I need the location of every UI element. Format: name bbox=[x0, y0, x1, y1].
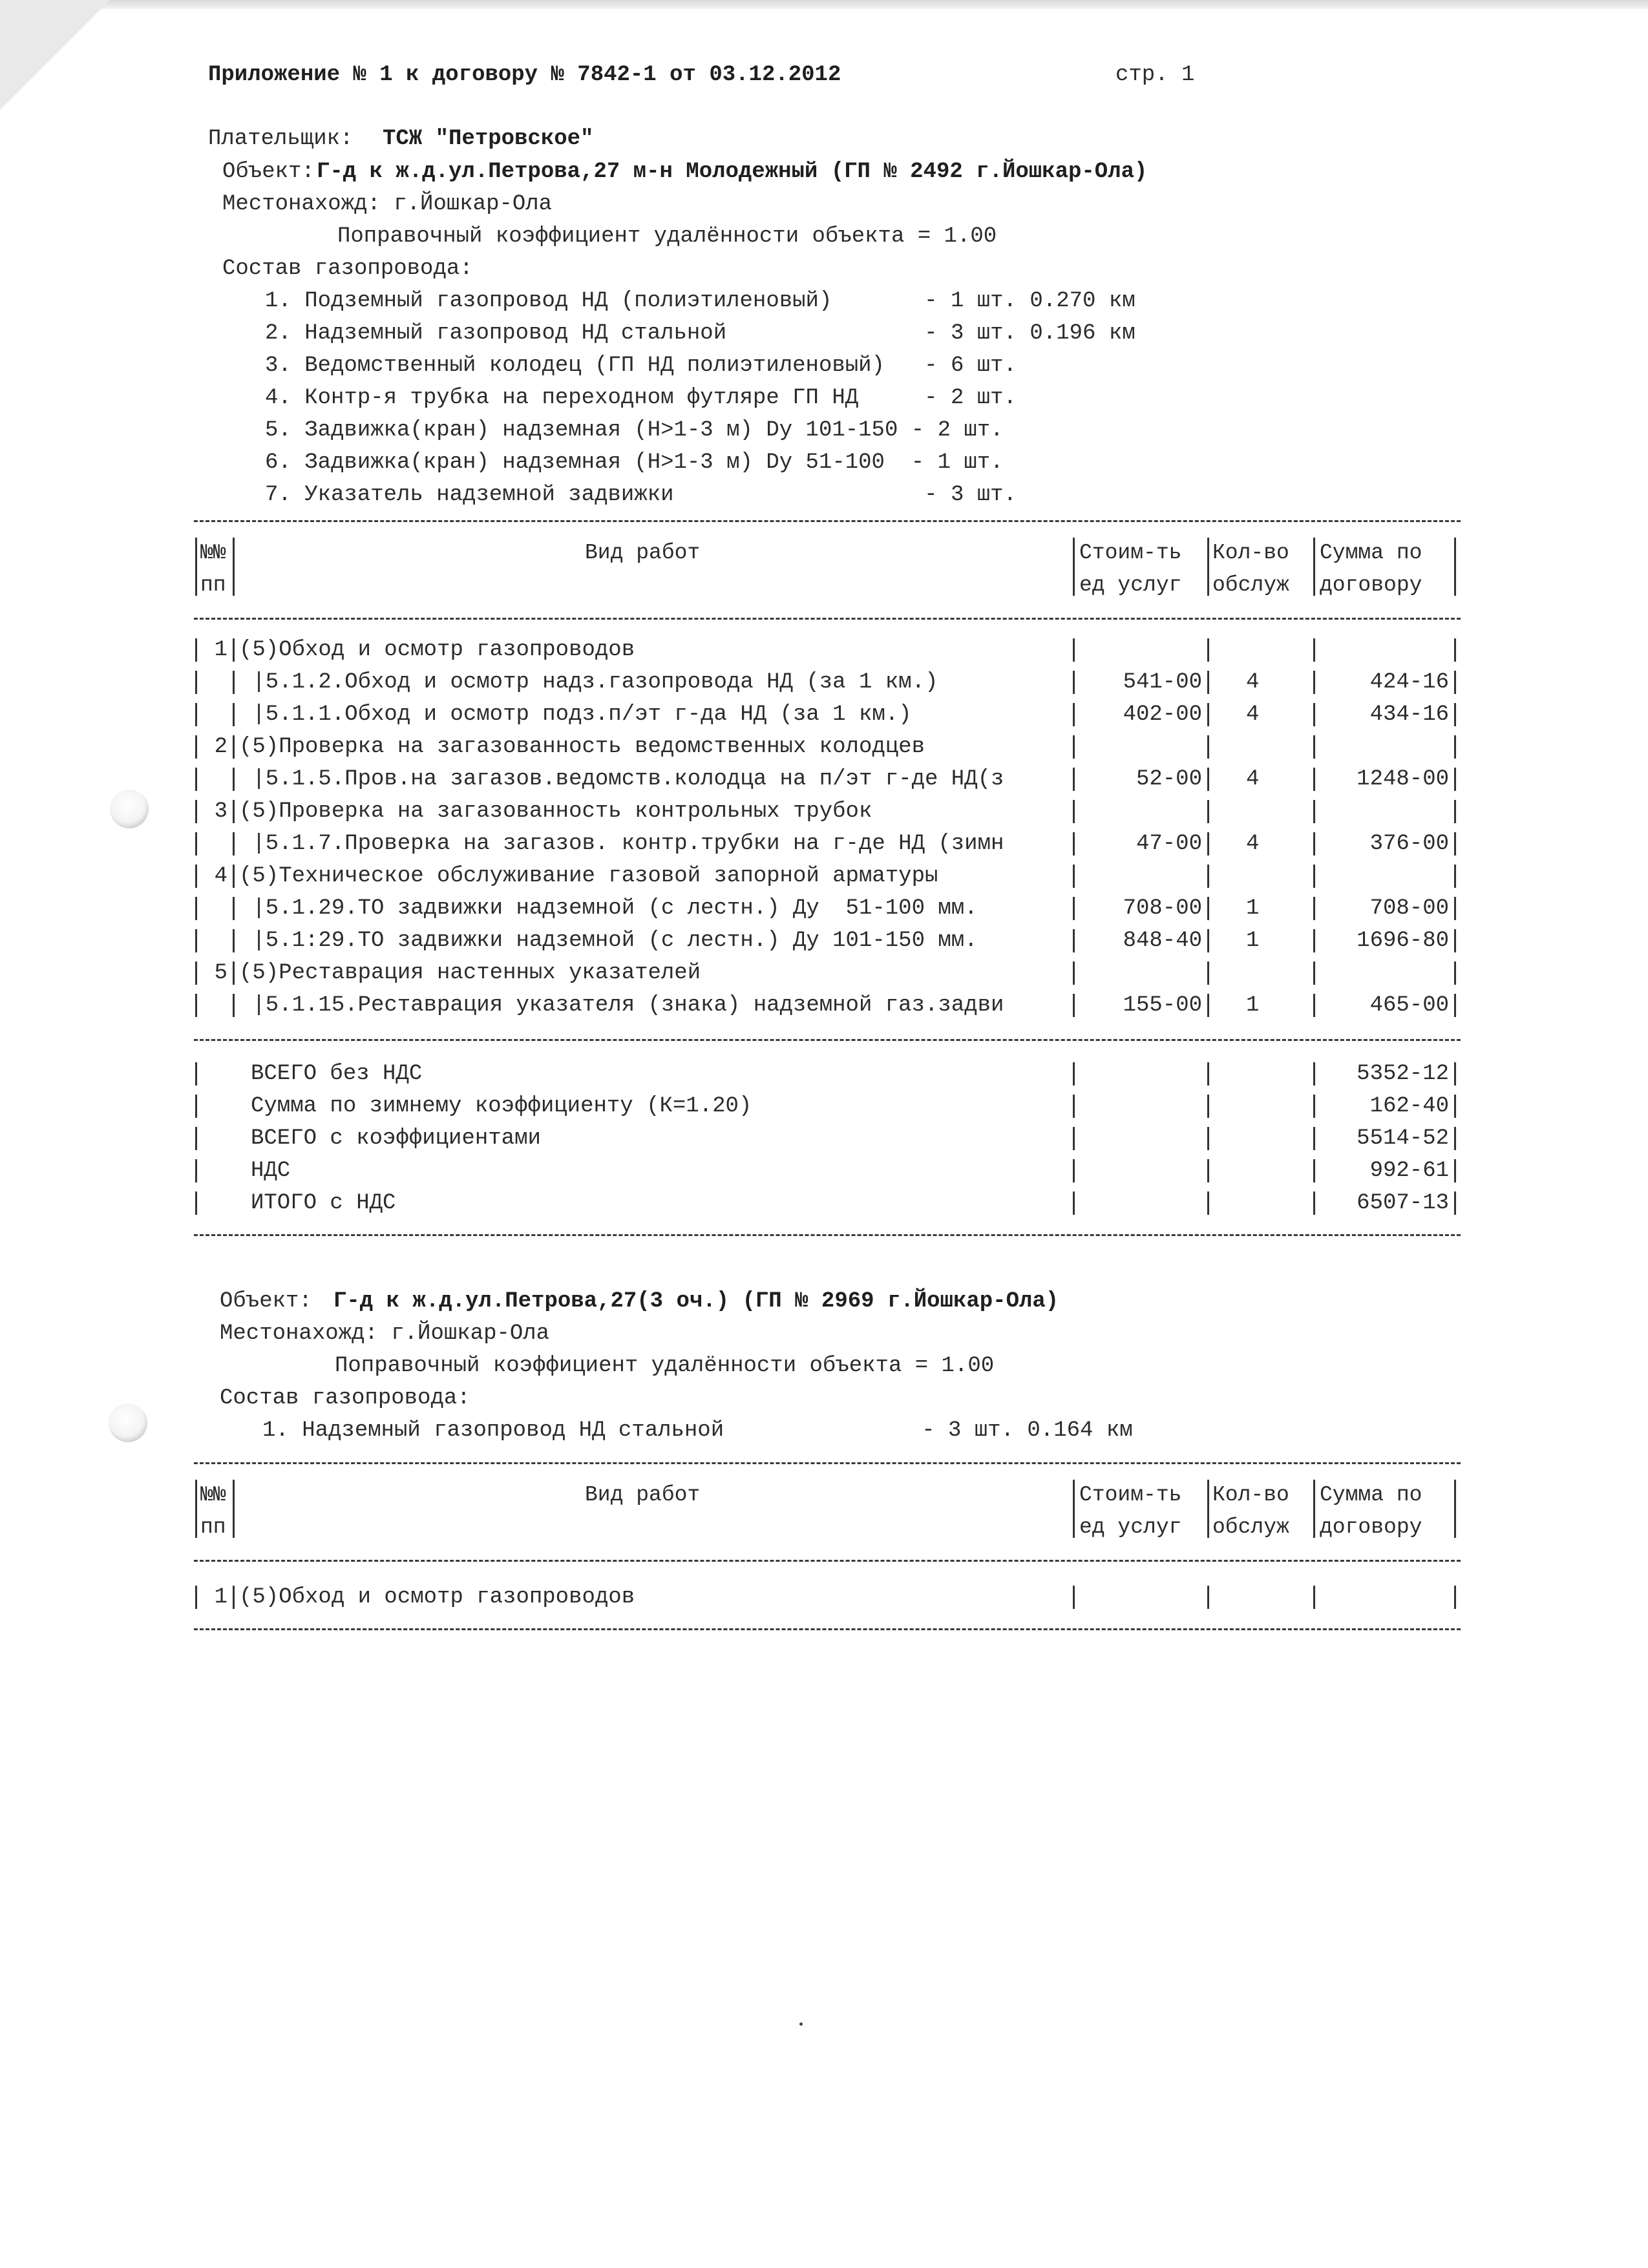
table-border bbox=[195, 538, 197, 596]
table-border bbox=[1313, 538, 1315, 596]
table-border bbox=[1454, 1192, 1456, 1215]
table-border bbox=[1073, 735, 1075, 759]
total-sum: 5514-52 bbox=[1357, 1126, 1449, 1151]
table-border bbox=[195, 961, 197, 985]
table-border bbox=[233, 538, 235, 596]
total-sum: 5352-12 bbox=[1357, 1062, 1449, 1086]
table-border bbox=[195, 1586, 197, 1609]
table-border bbox=[1073, 1586, 1075, 1609]
table-border bbox=[1073, 1480, 1075, 1538]
table-border bbox=[195, 865, 197, 888]
table-border bbox=[195, 638, 197, 662]
table-border bbox=[195, 1480, 197, 1538]
table-border bbox=[195, 1159, 197, 1182]
table-border bbox=[1454, 1095, 1456, 1118]
row-work: (5)Обход и осмотр газопроводов bbox=[239, 1585, 635, 1610]
column-header-num: №№ bbox=[200, 1483, 226, 1507]
row-work: (5)Проверка на загазованность контрольных трубок bbox=[239, 799, 872, 824]
column-header-cost: ед услуг bbox=[1079, 1515, 1182, 1539]
document-title: Приложение № 1 к договору № 7842-1 от 03.12.2012 bbox=[208, 63, 841, 87]
table-border bbox=[195, 800, 197, 823]
column-header-qty: обслуж bbox=[1212, 1515, 1289, 1539]
row-quantity: 1 bbox=[1246, 896, 1260, 921]
table-border bbox=[1207, 1127, 1209, 1150]
composition-item: 2. Надземный газопровод НД стальной - 3 шт. 0.196 км bbox=[265, 321, 1136, 346]
row-sum: 424-16 bbox=[1369, 670, 1449, 695]
table-border bbox=[1207, 1480, 1209, 1538]
table-border bbox=[1073, 1095, 1075, 1118]
table-border bbox=[195, 671, 197, 694]
table-border bbox=[1073, 865, 1075, 888]
table-border bbox=[1454, 735, 1456, 759]
table-border bbox=[1207, 994, 1209, 1017]
table-border bbox=[1454, 1062, 1456, 1086]
table-border bbox=[1207, 1159, 1209, 1182]
total-sum: 6507-13 bbox=[1357, 1191, 1449, 1215]
column-header-cost: Стоим-ть bbox=[1079, 541, 1182, 565]
table-border bbox=[1207, 735, 1209, 759]
row-number: 4 bbox=[214, 864, 227, 888]
column-header-sum: договору bbox=[1320, 1515, 1422, 1539]
composition-item: 4. Контр-я трубка на переходном футляре ГП НД - 2 шт. bbox=[265, 386, 1017, 410]
row-sum: 708-00 bbox=[1369, 896, 1449, 921]
table-border bbox=[233, 768, 235, 791]
table-border bbox=[233, 703, 235, 726]
table-border bbox=[1454, 961, 1456, 985]
row-work: (5)Техническое обслуживание газовой запорной арматуры bbox=[239, 864, 938, 888]
table-border bbox=[1073, 638, 1075, 662]
table-border bbox=[1313, 865, 1315, 888]
row-quantity: 1 bbox=[1246, 993, 1260, 1018]
table-border bbox=[233, 929, 235, 952]
row-number: 2 bbox=[214, 735, 227, 759]
table-border bbox=[1207, 1192, 1209, 1215]
object1-coefficient: Поправочный коэффициент удалённости объекта = 1.00 bbox=[337, 224, 997, 249]
object1-label: Объект: bbox=[222, 160, 315, 184]
table-border bbox=[1313, 638, 1315, 662]
table-border bbox=[1207, 800, 1209, 823]
table-border bbox=[1454, 1586, 1456, 1609]
row-quantity: 4 bbox=[1246, 702, 1260, 727]
table-border bbox=[1207, 768, 1209, 791]
folded-corner bbox=[0, 0, 110, 110]
row-unit-cost: 541-00 bbox=[1123, 670, 1202, 695]
row-sum: 434-16 bbox=[1369, 702, 1449, 727]
row-number: 1 bbox=[214, 1585, 227, 1610]
table-border bbox=[1207, 1095, 1209, 1118]
paper-top-edge bbox=[0, 0, 1648, 9]
row-work: (5)Обход и осмотр газопроводов bbox=[239, 638, 635, 662]
row-quantity: 4 bbox=[1246, 767, 1260, 792]
table-border bbox=[1454, 897, 1456, 920]
table-border bbox=[1454, 768, 1456, 791]
row-work: |5.1.7.Проверка на загазов. контр.трубки на г-де НД (зимн bbox=[239, 832, 1004, 856]
column-header-cost: ед услуг bbox=[1079, 573, 1182, 597]
total-label: ВСЕГО без НДС bbox=[251, 1062, 423, 1086]
row-number: 5 bbox=[214, 961, 227, 985]
table-border bbox=[233, 961, 235, 985]
row-unit-cost: 848-40 bbox=[1123, 929, 1202, 953]
column-header-num: №№ bbox=[200, 541, 226, 565]
table-border bbox=[1207, 671, 1209, 694]
punch-hole bbox=[109, 1403, 147, 1442]
page-number: стр. 1 bbox=[1115, 63, 1195, 87]
row-work: (5)Проверка на загазованность ведомственных колодцев bbox=[239, 735, 925, 759]
total-label: ИТОГО с НДС bbox=[251, 1191, 396, 1215]
object1-value: Г-д к ж.д.ул.Петрова,27 м-н Молодежный (ГП № 2492 г.Йошкар-Ола) bbox=[317, 160, 1148, 184]
table-border bbox=[233, 897, 235, 920]
composition-item: 3. Ведомственный колодец (ГП НД полиэтиленовый) - 6 шт. bbox=[265, 353, 1017, 378]
row-sum: 1696-80 bbox=[1357, 929, 1449, 953]
column-header-qty: Кол-во bbox=[1212, 1483, 1289, 1507]
table-border bbox=[1207, 703, 1209, 726]
table-border bbox=[233, 638, 235, 662]
table-border bbox=[195, 994, 197, 1017]
object2-location: Местонахожд: г.Йошкар-Ола bbox=[220, 1321, 550, 1346]
column-header-sum: Сумма по bbox=[1320, 1483, 1422, 1507]
table-border bbox=[195, 1192, 197, 1215]
table-border bbox=[1073, 1127, 1075, 1150]
object2-value: Г-д к ж.д.ул.Петрова,27(3 оч.) (ГП № 2969 г.Йошкар-Ола) bbox=[333, 1289, 1059, 1314]
table-border bbox=[1454, 929, 1456, 952]
row-quantity: 4 bbox=[1246, 670, 1260, 695]
table-border bbox=[1454, 865, 1456, 888]
composition-item: 1. Надземный газопровод НД стальной - 3 шт. 0.164 км bbox=[262, 1418, 1133, 1443]
table-border bbox=[1207, 538, 1209, 596]
total-label: ВСЕГО с коэффициентами bbox=[251, 1126, 541, 1151]
table-border bbox=[1207, 929, 1209, 952]
row-sum: 465-00 bbox=[1369, 993, 1449, 1018]
total-label: Сумма по зимнему коэффициенту (К=1.20) bbox=[251, 1094, 752, 1118]
column-header-qty: Кол-во bbox=[1212, 541, 1289, 565]
table-border bbox=[1207, 1586, 1209, 1609]
row-work: |5.1.5.Пров.на загазов.ведомств.колодца на п/эт г-де НД(з bbox=[239, 767, 1004, 792]
table-rule bbox=[194, 618, 1461, 620]
table-border bbox=[1454, 638, 1456, 662]
total-label: НДС bbox=[251, 1159, 291, 1183]
table-border bbox=[1313, 735, 1315, 759]
row-number: 3 bbox=[214, 799, 227, 824]
table-border bbox=[1454, 800, 1456, 823]
row-work: |5.1.2.Обход и осмотр надз.газопровода НД (за 1 км.) bbox=[239, 670, 938, 695]
table-border bbox=[195, 703, 197, 726]
total-sum: 162-40 bbox=[1369, 1094, 1449, 1118]
table-border bbox=[1313, 1480, 1315, 1538]
table-rule bbox=[194, 1039, 1461, 1041]
table-border bbox=[195, 735, 197, 759]
row-unit-cost: 708-00 bbox=[1123, 896, 1202, 921]
payer-value: ТСЖ "Петровское" bbox=[383, 127, 594, 151]
table-border bbox=[1073, 800, 1075, 823]
table-border bbox=[195, 832, 197, 856]
table-border bbox=[233, 671, 235, 694]
table-border bbox=[233, 800, 235, 823]
row-quantity: 4 bbox=[1246, 832, 1260, 856]
table-rule bbox=[194, 520, 1461, 522]
row-work: (5)Реставрация настенных указателей bbox=[239, 961, 701, 985]
table-border bbox=[195, 1062, 197, 1086]
column-header-qty: обслуж bbox=[1212, 573, 1289, 597]
table-border bbox=[233, 735, 235, 759]
table-border bbox=[1454, 703, 1456, 726]
table-border bbox=[195, 929, 197, 952]
table-border bbox=[1073, 961, 1075, 985]
table-border bbox=[233, 994, 235, 1017]
table-border bbox=[1073, 538, 1075, 596]
composition-item: 5. Задвижка(кран) надземная (Н>1-3 м) Dy 101-150 - 2 шт. bbox=[265, 418, 1004, 443]
table-border bbox=[1207, 638, 1209, 662]
row-unit-cost: 155-00 bbox=[1123, 993, 1202, 1018]
table-border bbox=[1454, 994, 1456, 1017]
column-header-work: Вид работ bbox=[585, 1483, 701, 1507]
table-border bbox=[233, 1480, 235, 1538]
column-header-work: Вид работ bbox=[585, 541, 701, 565]
composition-item: 7. Указатель надземной задвижки - 3 шт. bbox=[265, 483, 1017, 507]
table-border bbox=[195, 897, 197, 920]
payer-label: Плательщик: bbox=[208, 127, 354, 151]
composition-item: 6. Задвижка(кран) надземная (Н>1-3 м) Dy 51-100 - 1 шт. bbox=[265, 450, 1004, 475]
table-border bbox=[1207, 897, 1209, 920]
column-header-sum: Сумма по bbox=[1320, 541, 1422, 565]
object2-label: Объект: bbox=[220, 1289, 312, 1314]
object2-coefficient: Поправочный коэффициент удалённости объекта = 1.00 bbox=[335, 1354, 995, 1378]
table-border bbox=[1207, 865, 1209, 888]
table-border bbox=[1313, 1586, 1315, 1609]
row-unit-cost: 47-00 bbox=[1136, 832, 1202, 856]
total-sum: 992-61 bbox=[1369, 1159, 1449, 1183]
table-border bbox=[1313, 800, 1315, 823]
object1-location: Местонахожд: г.Йошкар-Ола bbox=[222, 192, 553, 216]
table-border bbox=[1207, 832, 1209, 856]
row-unit-cost: 402-00 bbox=[1123, 702, 1202, 727]
column-header-sum: договору bbox=[1320, 573, 1422, 597]
table-border bbox=[1207, 1062, 1209, 1086]
table-rule bbox=[194, 1234, 1461, 1236]
composition-item: 1. Подземный газопровод НД (полиэтиленовый) - 1 шт. 0.270 км bbox=[265, 289, 1136, 313]
row-work: |5.1.1.Обход и осмотр подз.п/эт г-да НД (за 1 км.) bbox=[239, 702, 912, 727]
table-border bbox=[1073, 1192, 1075, 1215]
table-border bbox=[1313, 961, 1315, 985]
column-header-num: пп bbox=[200, 573, 226, 597]
table-border bbox=[1454, 538, 1456, 596]
table-border bbox=[1454, 1127, 1456, 1150]
row-work: |5.1:29.ТО задвижки надземной (с лестн.) Ду 101-150 мм. bbox=[239, 929, 978, 953]
table-border bbox=[1073, 1062, 1075, 1086]
table-border bbox=[1207, 961, 1209, 985]
row-work: |5.1.15.Реставрация указателя (знака) надземной газ.задви bbox=[239, 993, 1004, 1018]
column-header-num: пп bbox=[200, 1515, 226, 1539]
table-border bbox=[1454, 1480, 1456, 1538]
table-border bbox=[195, 1095, 197, 1118]
table-rule bbox=[194, 1462, 1461, 1464]
table-border bbox=[233, 865, 235, 888]
scan-speck bbox=[799, 2022, 803, 2026]
row-sum: 1248-00 bbox=[1357, 767, 1449, 792]
row-number: 1 bbox=[214, 638, 227, 662]
table-border bbox=[233, 1586, 235, 1609]
row-work: |5.1.29.ТО задвижки надземной (с лестн.) Ду 51-100 мм. bbox=[239, 896, 978, 921]
table-border bbox=[195, 768, 197, 791]
punch-hole bbox=[110, 790, 149, 828]
table-border bbox=[1454, 832, 1456, 856]
table-border bbox=[1454, 671, 1456, 694]
table-rule bbox=[194, 1560, 1461, 1562]
object2-composition-label: Состав газопровода: bbox=[220, 1386, 470, 1411]
row-quantity: 1 bbox=[1246, 929, 1260, 953]
table-border bbox=[233, 832, 235, 856]
row-sum: 376-00 bbox=[1369, 832, 1449, 856]
object1-composition-label: Состав газопровода: bbox=[222, 257, 473, 281]
row-unit-cost: 52-00 bbox=[1136, 767, 1202, 792]
table-rule bbox=[194, 1628, 1461, 1630]
table-border bbox=[1454, 1159, 1456, 1182]
table-border bbox=[195, 1127, 197, 1150]
column-header-cost: Стоим-ть bbox=[1079, 1483, 1182, 1507]
table-border bbox=[1073, 1159, 1075, 1182]
